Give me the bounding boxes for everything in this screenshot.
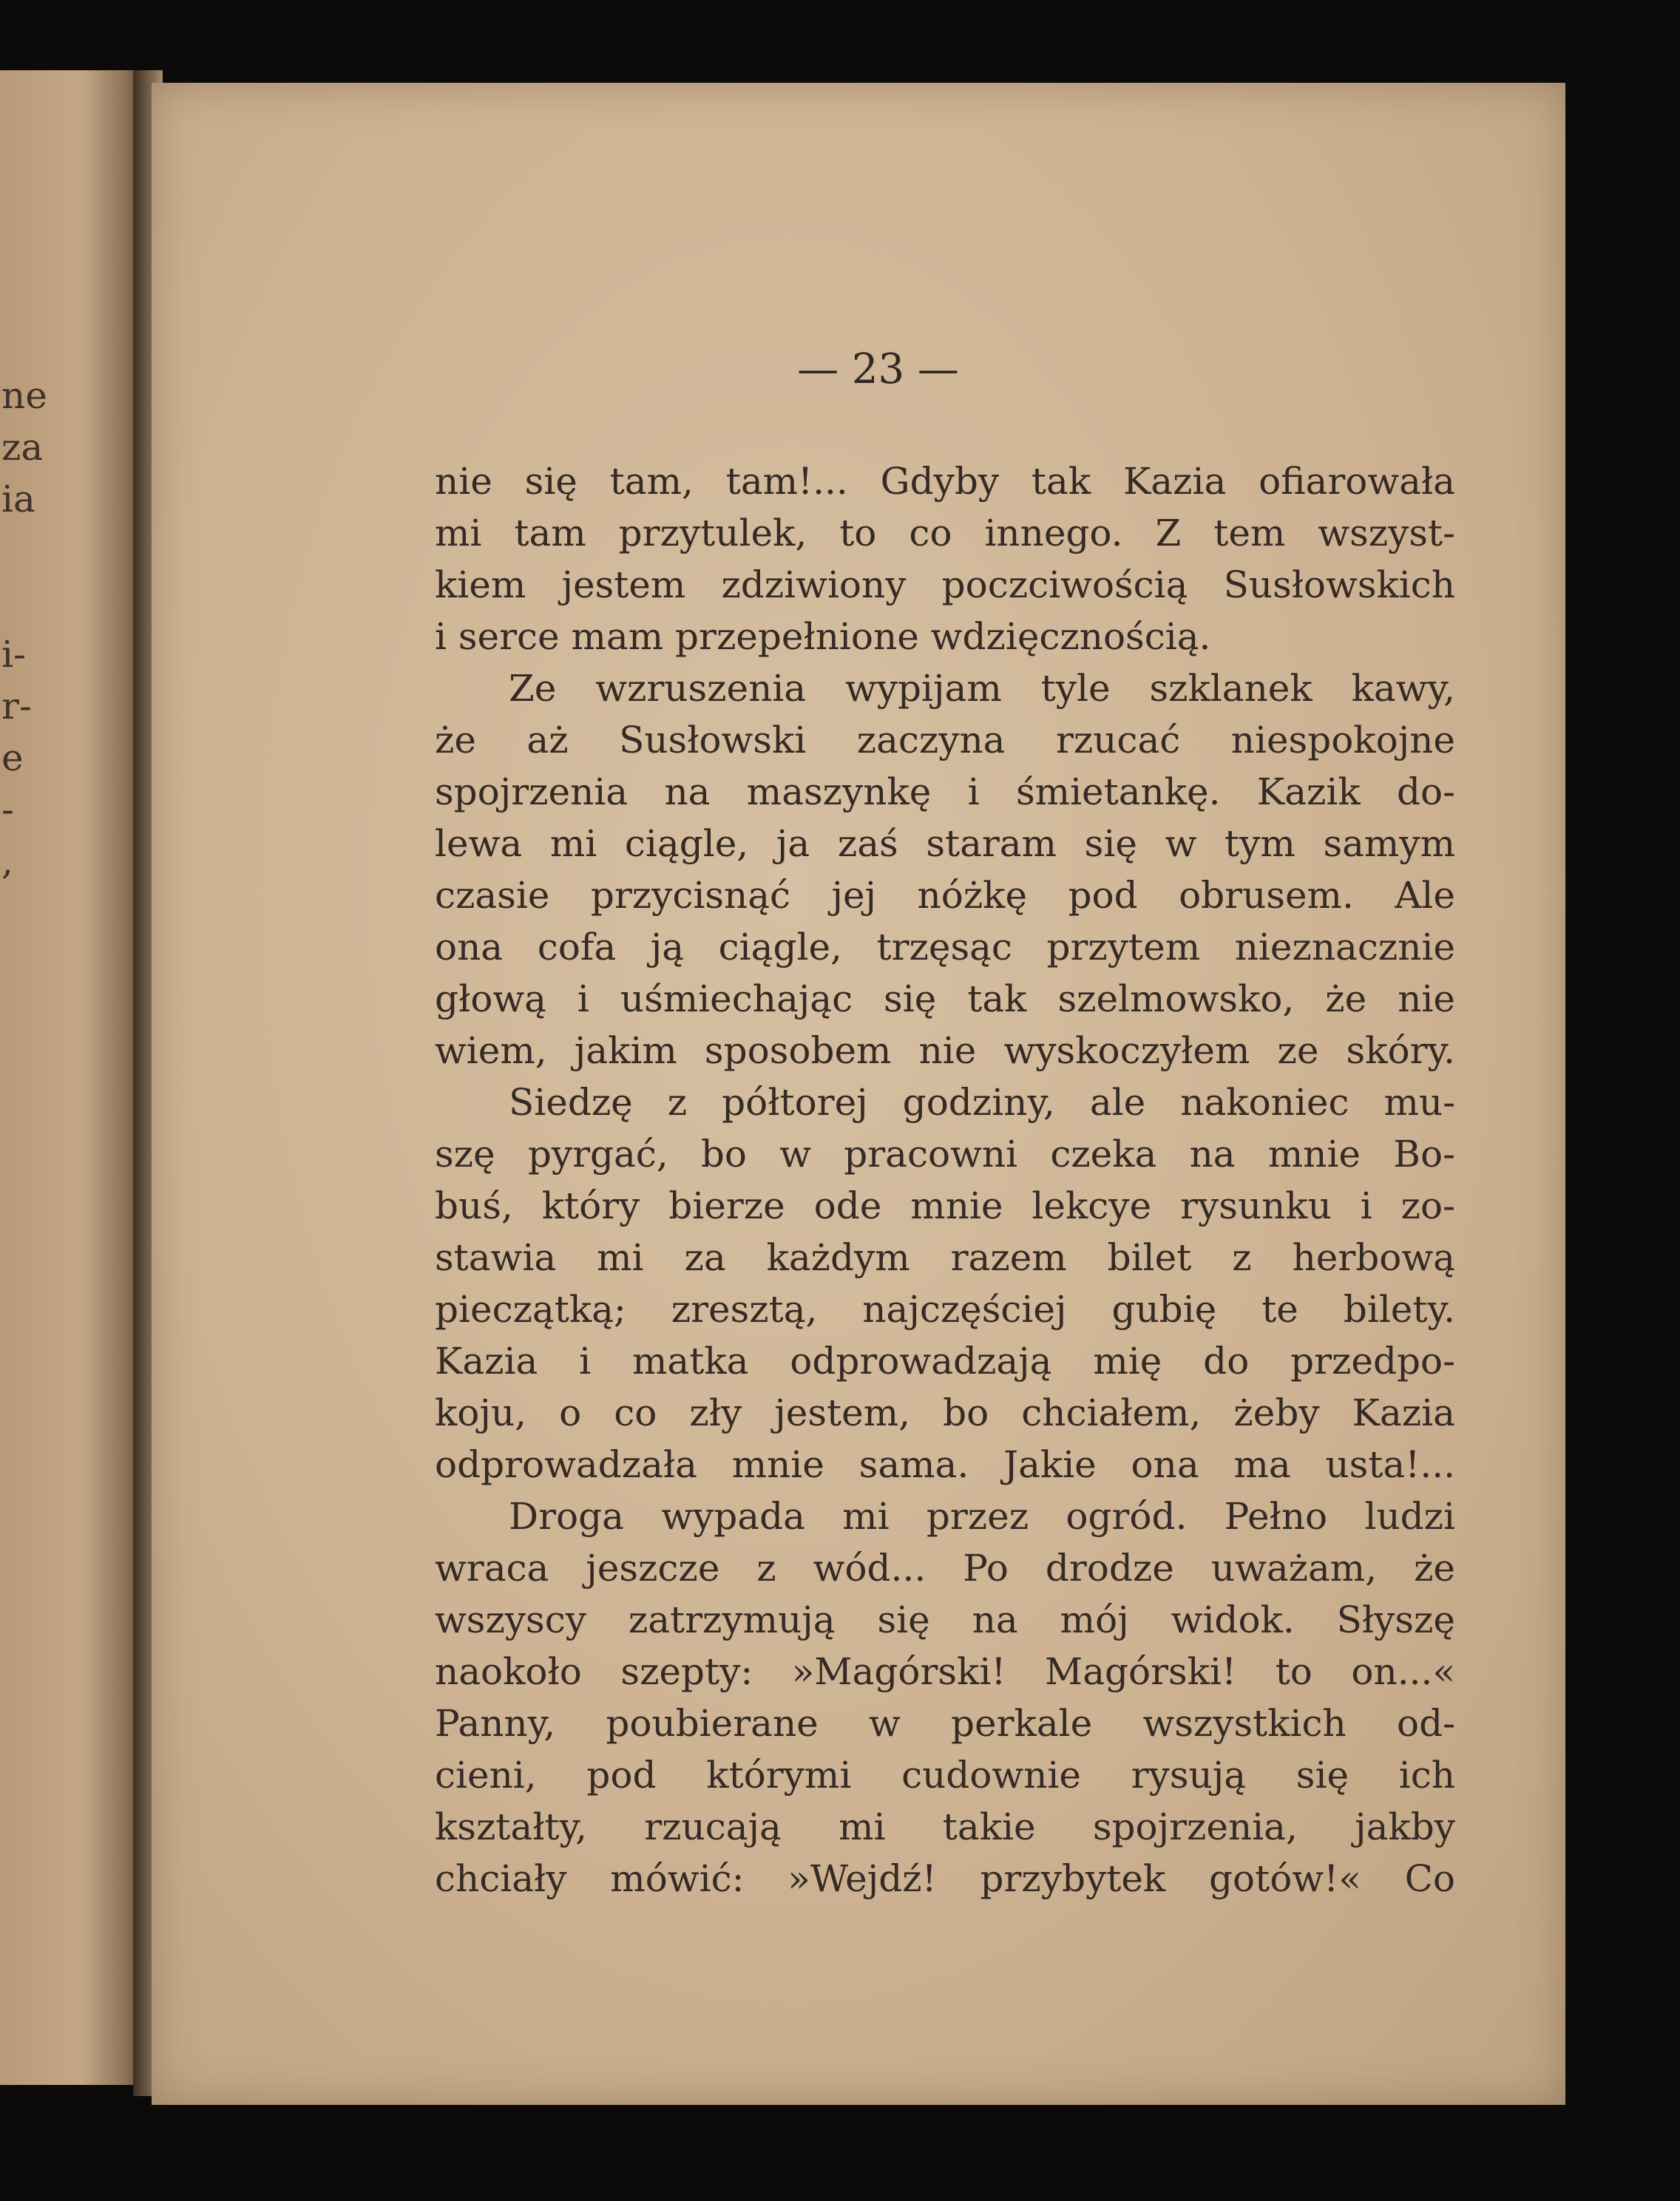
text-line: naokoło szepty: »Magórski! Magórski! to on...« [435, 1650, 1455, 1693]
text-line: Droga wypada mi przez ogród. Pełno ludzi [509, 1495, 1455, 1538]
left-page-fragment: i- [1, 633, 26, 676]
text-line: że aż Susłowski zaczyna rzucać niespokojne [435, 719, 1455, 762]
text-line: buś, który bierze ode mnie lekcye rysunku i zo- [435, 1184, 1455, 1227]
left-page-fragment: - [1, 788, 14, 831]
text-line: Siedzę z półtorej godziny, ale nakoniec mu- [509, 1081, 1455, 1124]
text-line: lewa mi ciągle, ja zaś staram się w tym samym [435, 822, 1455, 865]
page-body [435, 455, 1455, 1905]
text-line: cieni, pod którymi cudownie rysują się ich [435, 1754, 1455, 1797]
text-line: mi tam przytulek, to co innego. Z tem wszyst- [435, 512, 1455, 555]
book-page [152, 83, 1565, 2105]
text-line: pieczątką; zresztą, najczęściej gubię te bilety. [435, 1288, 1455, 1331]
text-line: kształty, rzucają mi takie spojrzenia, jakby [435, 1805, 1455, 1848]
text-line: chciały mówić: »Wejdź! przybytek gotów!« Co [435, 1857, 1455, 1900]
text-line: kiem jestem zdziwiony poczciwością Susłowskich [435, 563, 1455, 606]
text-line: i serce mam przepełnione wdzięcznością. [435, 615, 1211, 658]
text-line: wszyscy zatrzymują się na mój widok. Słyszę [435, 1598, 1455, 1641]
text-line: spojrzenia na maszynkę i śmietankę. Kazik do- [435, 770, 1455, 813]
text-line: odprowadzała mnie sama. Jakie ona ma usta!... [435, 1443, 1455, 1486]
page-number: — 23 — [797, 345, 959, 393]
text-line: ona cofa ją ciągle, trzęsąc przytem nieznacznie [435, 926, 1455, 969]
left-page-fragment: e [1, 736, 24, 779]
left-page-edge [0, 70, 148, 2085]
text-line: wraca jeszcze z wód... Po drodze uważam, że [435, 1547, 1455, 1590]
left-page-fragment: za [1, 426, 44, 469]
left-page-fragment: r- [1, 685, 32, 728]
left-page-fragment: , [1, 840, 13, 883]
text-line: Panny, poubierane w perkale wszystkich od- [435, 1702, 1455, 1745]
text-line: głową i uśmiechając się tak szelmowsko, że nie [435, 977, 1455, 1020]
left-page-fragment: ne [1, 374, 47, 417]
text-line: wiem, jakim sposobem nie wyskoczyłem ze skóry. [435, 1029, 1455, 1072]
text-line: Ze wzruszenia wypijam tyle szklanek kawy, [509, 667, 1455, 710]
text-line: stawia mi za każdym razem bilet z herbową [435, 1236, 1455, 1279]
text-line: nie się tam, tam!... Gdyby tak Kazia ofiarowała [435, 460, 1455, 503]
text-line: szę pyrgać, bo w pracowni czeka na mnie Bo- [435, 1133, 1455, 1176]
text-line: czasie przycisnąć jej nóżkę pod obrusem. Ale [435, 874, 1455, 917]
text-line: Kazia i matka odprowadzają mię do przedpo- [435, 1340, 1455, 1383]
left-page-fragment: ia [1, 478, 35, 520]
text-line: koju, o co zły jestem, bo chciałem, żeby Kazia [435, 1391, 1455, 1434]
